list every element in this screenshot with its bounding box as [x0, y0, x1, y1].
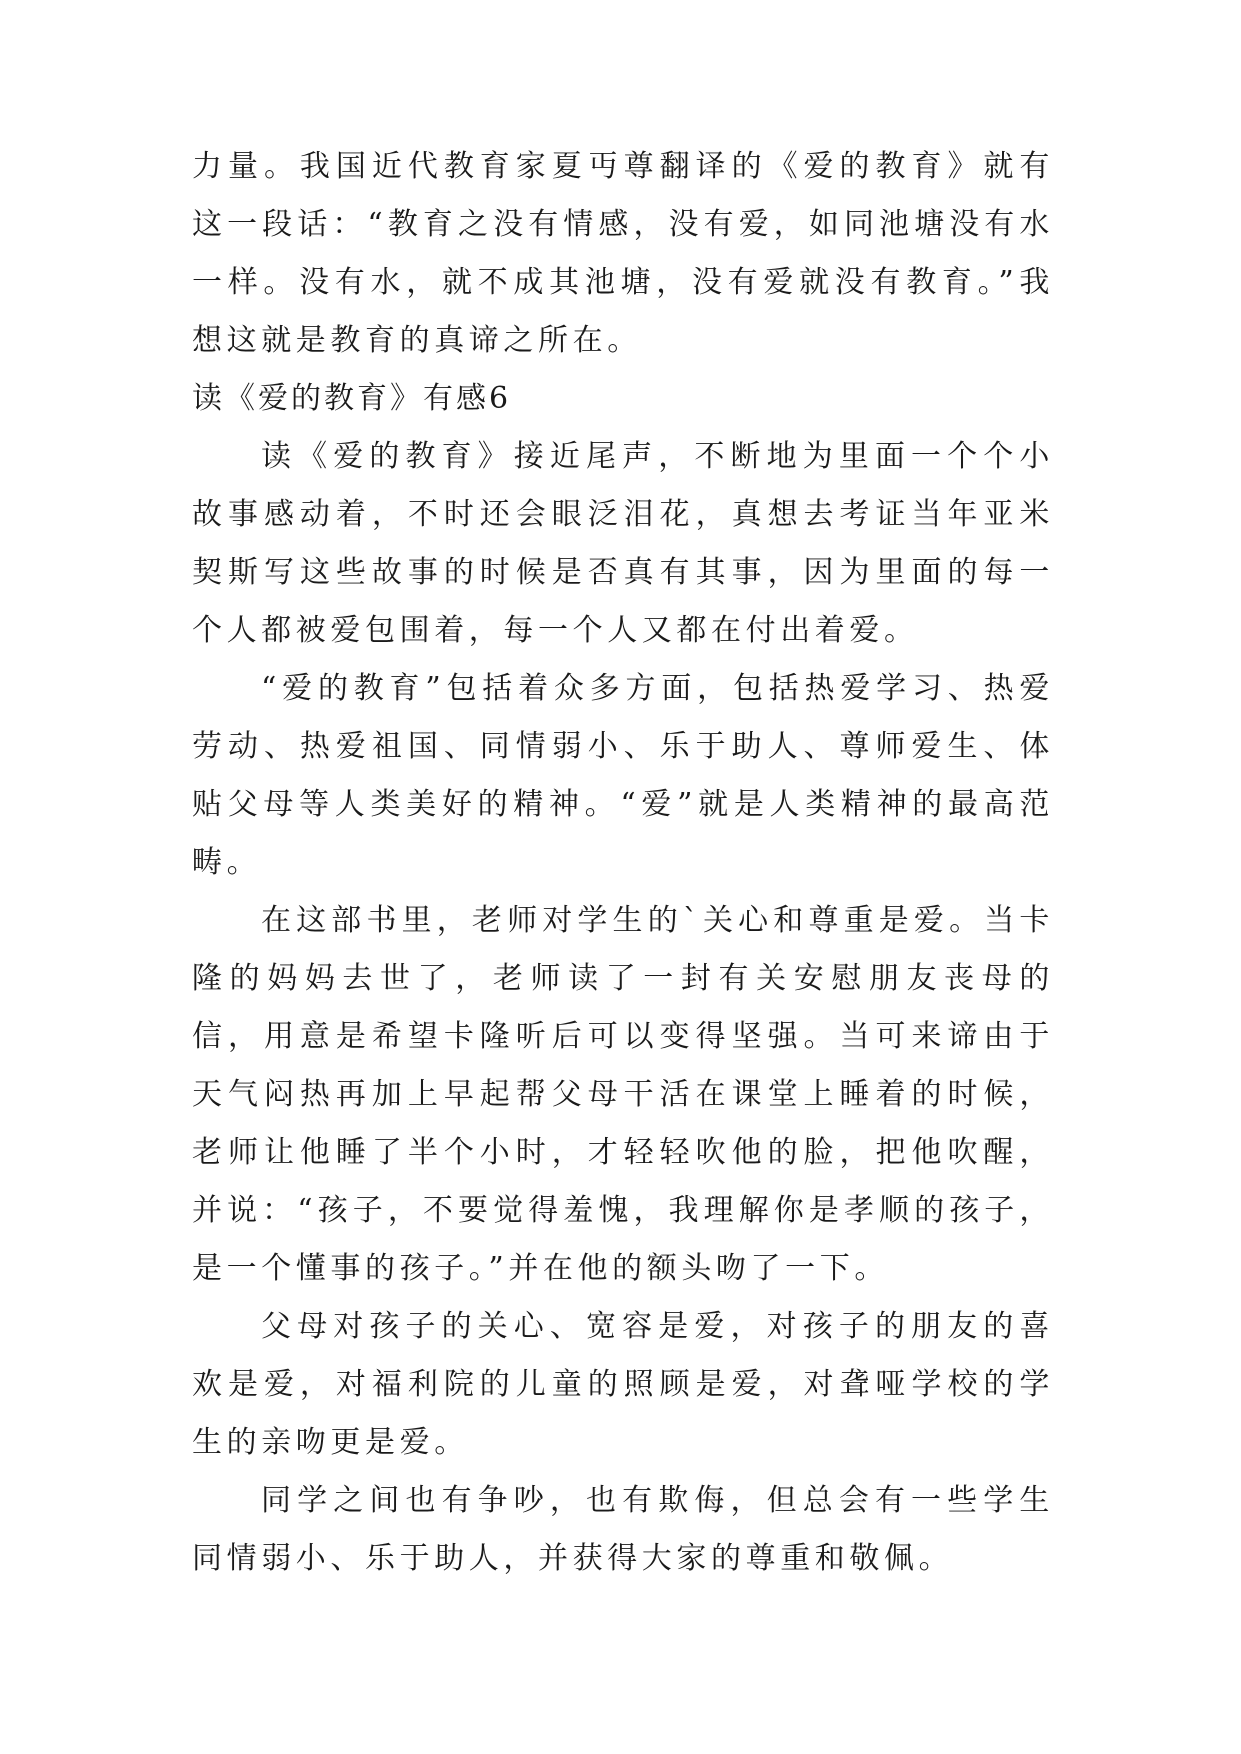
section-heading: 读《爱的教育》有感6	[192, 381, 512, 416]
paragraph: “爱的教育”包括着众多方面，包括热爱学习、热爱劳动、热爱祖国、同情弱小、乐于助人、尊师爱生、体贴父母等人类美好的精神。“爱”就是人类精神的最高范畴。	[192, 671, 1054, 880]
paragraph-continuation: 力量。我国近代教育家夏丏尊翻译的《爱的教育》就有这一段话：“教育之没有情感，没有爱，如同池塘没有水一样。没有水，就不成其池塘，没有爱就没有教育。”我想这就是教育的真谛之所在。	[192, 149, 1054, 358]
document-body	[192, 138, 1054, 1588]
paragraph: 读《爱的教育》接近尾声，不断地为里面一个个小故事感动着，不时还会眼泛泪花，真想去考证当年亚米契斯写这些故事的时候是否真有其事，因为里面的每一个人都被爱包围着，每一个人又都在付出着爱。	[192, 439, 1054, 648]
paragraph: 同学之间也有争吵，也有欺侮，但总会有一些学生同情弱小、乐于助人，并获得大家的尊重和敬佩。	[192, 1483, 1054, 1576]
paragraph: 父母对孩子的关心、宽容是爱，对孩子的朋友的喜欢是爱，对福利院的儿童的照顾是爱，对聋哑学校的学生的亲吻更是爱。	[192, 1309, 1054, 1460]
paragraph: 在这部书里，老师对学生的`关心和尊重是爱。当卡隆的妈妈去世了，老师读了一封有关安慰朋友丧母的信，用意是希望卡隆听后可以变得坚强。当可来谛由于天气闷热再加上早起帮父母干活在课堂上睡着的时候，老师让他睡了半个小时，才轻轻吹他的脸，把他吹醒，并说：“孩子，不要觉得羞愧，我理解你是孝顺的孩子，是一个懂事的孩子。”并在他的额头吻了一下。	[192, 903, 1054, 1286]
